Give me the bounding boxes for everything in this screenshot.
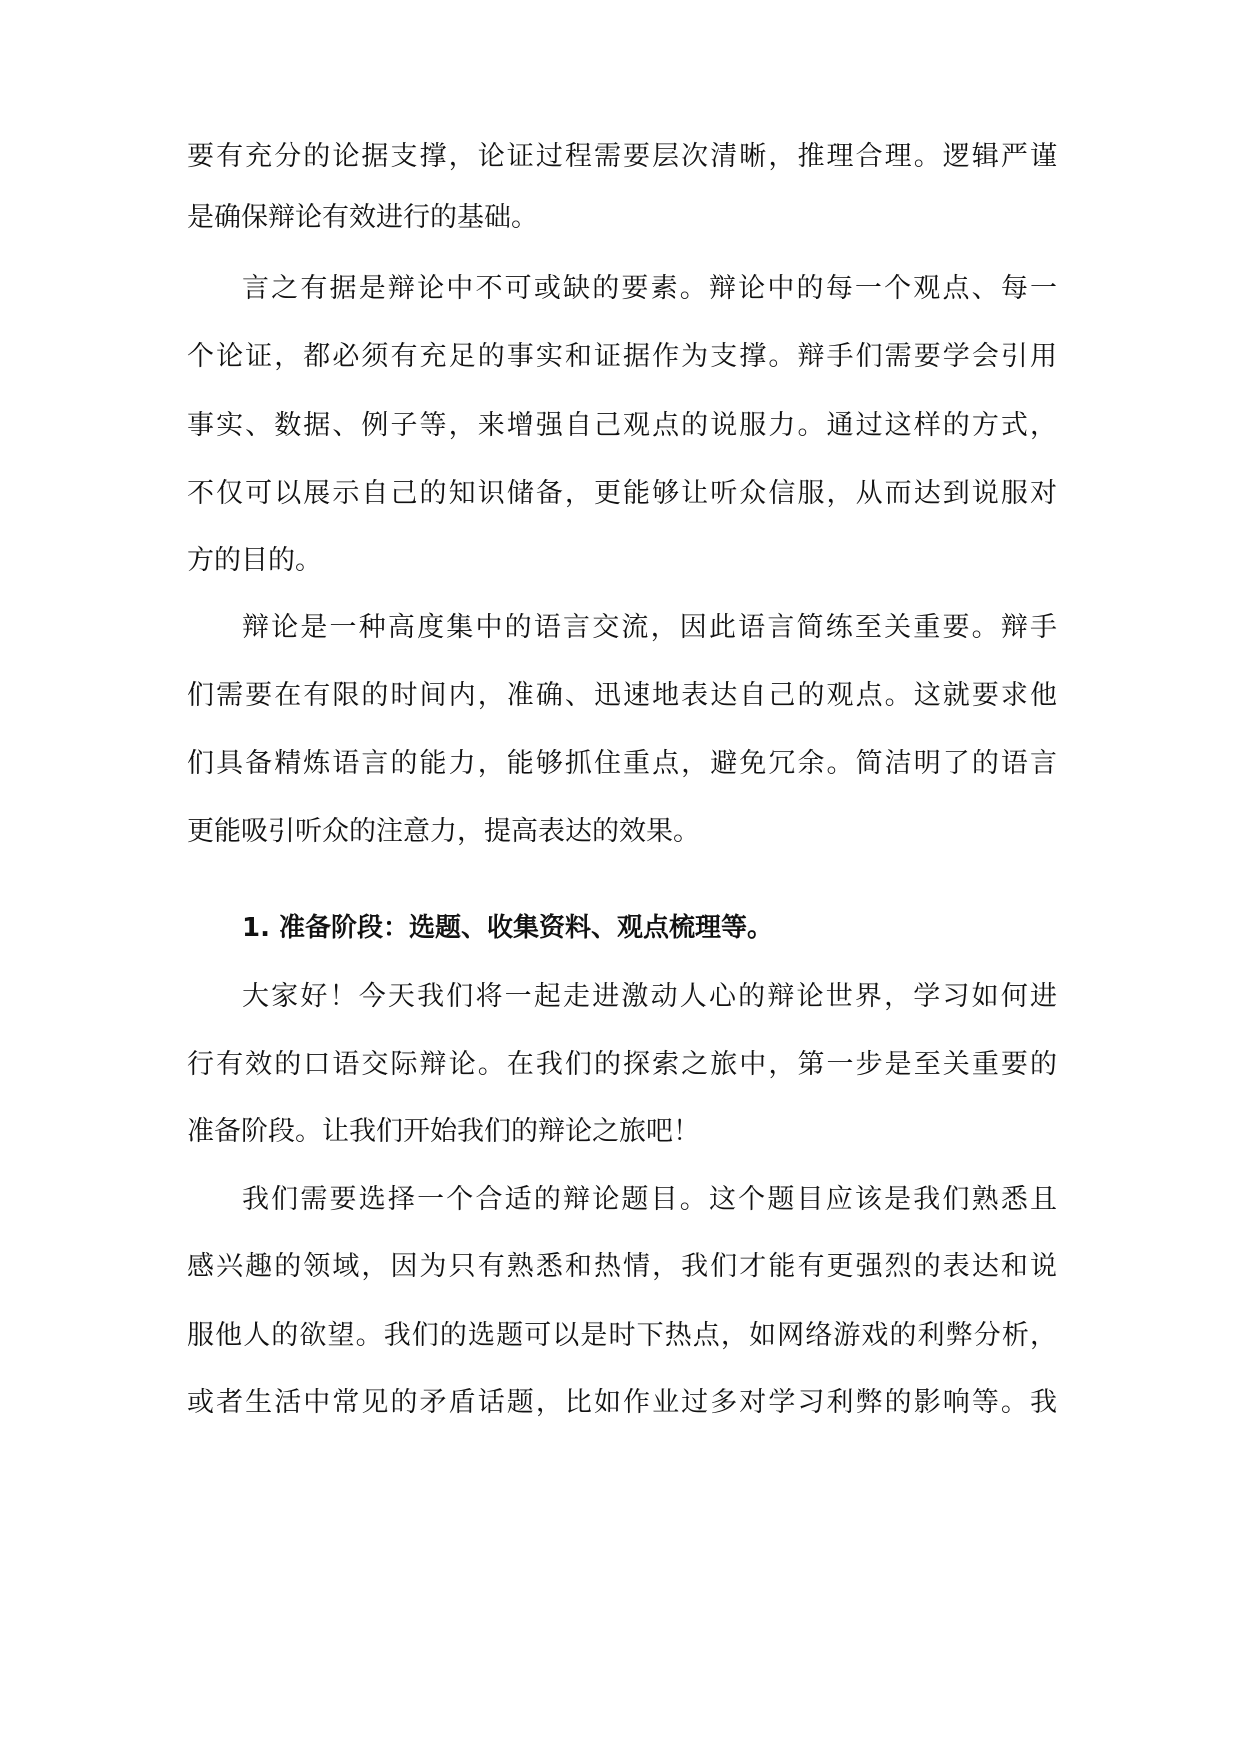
- text-line: 们需要在有限的时间内，准确、迅速地表达自己的观点。这就要求他: [187, 680, 1057, 711]
- text-line: 个论证，都必须有充足的事实和证据作为支撑。辩手们需要学会引用: [187, 341, 1057, 372]
- text-line: 辩论是一种高度集中的语言交流，因此语言简练至关重要。辩手: [242, 612, 1057, 643]
- section-heading: 1. 准备阶段：选题、收集资料、观点梳理等。: [242, 913, 774, 943]
- text-line: 行有效的口语交际辩论。在我们的探索之旅中，第一步是至关重要的: [187, 1049, 1057, 1080]
- text-line: 大家好！今天我们将一起走进激动人心的辩论世界，学习如何进: [242, 981, 1057, 1012]
- text-line: 或者生活中常见的矛盾话题，比如作业过多对学习利弊的影响等。我: [187, 1387, 1057, 1418]
- text-line: 不仅可以展示自己的知识储备，更能够让听众信服，从而达到说服对: [187, 478, 1057, 509]
- text-line: 言之有据是辩论中不可或缺的要素。辩论中的每一个观点、每一: [242, 273, 1057, 304]
- text-line: 准备阶段。让我们开始我们的辩论之旅吧！: [187, 1116, 700, 1147]
- text-line: 事实、数据、例子等，来增强自己观点的说服力。通过这样的方式，: [187, 410, 1057, 441]
- text-line: 感兴趣的领域，因为只有熟悉和热情，我们才能有更强烈的表达和说: [187, 1251, 1057, 1282]
- text-line: 方的目的。: [187, 545, 322, 576]
- text-line: 是确保辩论有效进行的基础。: [187, 202, 538, 233]
- text-line: 更能吸引听众的注意力，提高表达的效果。: [187, 816, 700, 847]
- text-line: 服他人的欲望。我们的选题可以是时下热点，如网络游戏的利弊分析，: [187, 1320, 1057, 1351]
- text-line: 们具备精炼语言的能力，能够抓住重点，避免冗余。简洁明了的语言: [187, 748, 1057, 779]
- text-line: 要有充分的论据支撑，论证过程需要层次清晰，推理合理。逻辑严谨: [187, 141, 1057, 172]
- text-line: 我们需要选择一个合适的辩论题目。这个题目应该是我们熟悉且: [242, 1184, 1057, 1215]
